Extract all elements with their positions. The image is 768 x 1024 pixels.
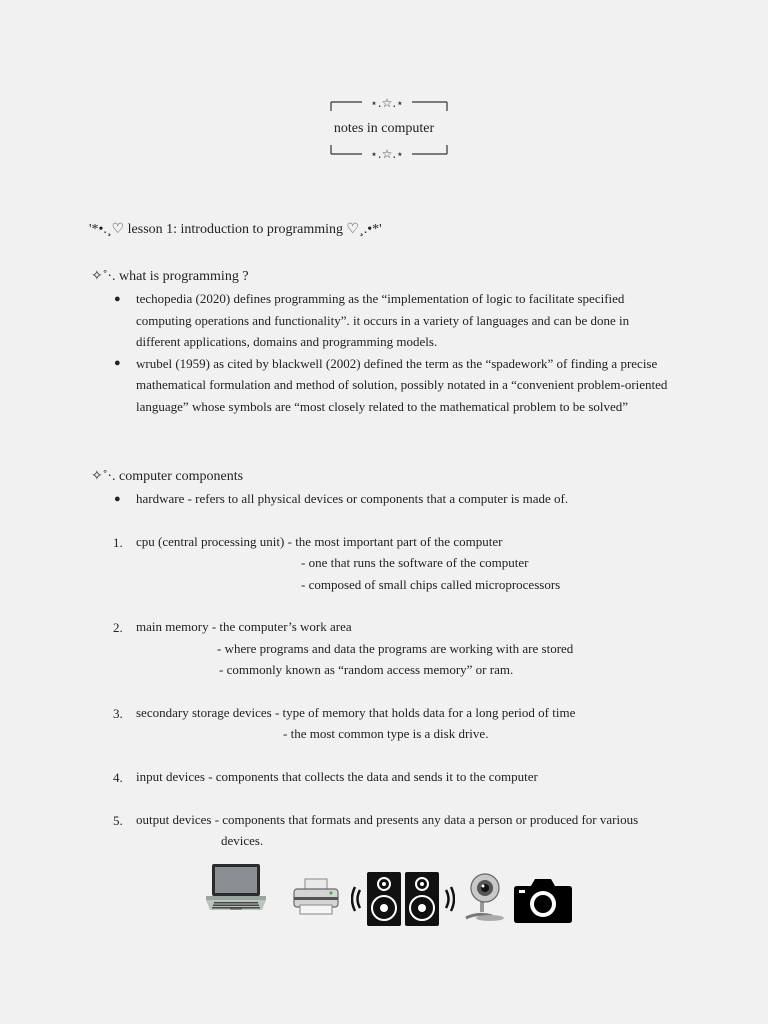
bullet-text-line: computing operations and functionality”. it occurs in a variety of languages and can be done in [136, 312, 630, 328]
hardware-definition: hardware - refers to all physical devices or components that a computer is made of. [136, 491, 569, 506]
bullet-text-line: language” whose symbols are “most closely related to the mathematical problem to be solved” [136, 399, 629, 414]
list-item-subline: - commonly known as “random access memory” or ram. [219, 662, 514, 677]
printer-icon [291, 877, 341, 917]
section-heading-computer-components: ✧˚·. computer components [91, 469, 244, 484]
frame-bottom [330, 144, 448, 165]
frame-bottom-line [330, 144, 448, 160]
frame-top [330, 96, 448, 117]
bullet-marker: ● [114, 293, 121, 305]
section-heading-what-is-programming: ✧˚·. what is programming ? [91, 269, 249, 284]
bullet-text-line: wrubel (1959) as cited by blackwell (2002) defined the term as the “spadework” of finding a precise [136, 355, 658, 371]
speakers-icon [351, 870, 455, 928]
bullet-marker: ● [114, 493, 121, 505]
bullet-text-line: mathematical formulation and method of solution, possibly notated in a “convenient problem-oriented [136, 377, 668, 392]
list-item-line: main memory - the computer’s work area [136, 619, 352, 634]
list-number: 1. [113, 535, 123, 550]
frame-top-line [330, 96, 448, 112]
list-item-line: output devices - components that formats and presents any data a person or produced for various [136, 812, 639, 827]
list-item-subline: - composed of small chips called microprocessors [301, 577, 561, 592]
bullet-marker: ● [114, 357, 121, 369]
camera-icon [513, 876, 573, 924]
svg-text:⋆.☆.⋆: ⋆.☆.⋆ [370, 147, 404, 160]
list-item-subline: - the most common type is a disk drive. [283, 726, 489, 741]
webcam-icon [458, 872, 510, 922]
list-number: 4. [113, 770, 123, 785]
list-item-subline: - where programs and data the programs are working with are stored [217, 641, 574, 656]
laptop-icon [204, 862, 268, 914]
list-item-line: input devices - components that collects the data and sends it to the computer [136, 769, 538, 784]
list-number: 5. [113, 813, 123, 828]
list-item-line: secondary storage devices - type of memory that holds data for a long period of time [136, 705, 576, 720]
svg-text:⋆.☆.⋆: ⋆.☆.⋆ [370, 96, 404, 110]
list-number: 3. [113, 706, 123, 721]
list-number: 2. [113, 620, 123, 635]
list-item-line: cpu (central processing unit) - the most important part of the computer [136, 534, 503, 549]
bullet-text-line: techopedia (2020) defines programming as the “implementation of logic to facilitate specified [136, 291, 625, 306]
list-item-subline: devices. [221, 833, 264, 848]
bullet-text-line: different applications, domains and programming models. [136, 334, 438, 349]
page-title: notes in computer [333, 121, 435, 136]
list-item-subline: - one that runs the software of the computer [301, 555, 529, 570]
lesson-title: '*•.¸♡ lesson 1: introduction to programming ♡¸.•*' [89, 222, 382, 237]
